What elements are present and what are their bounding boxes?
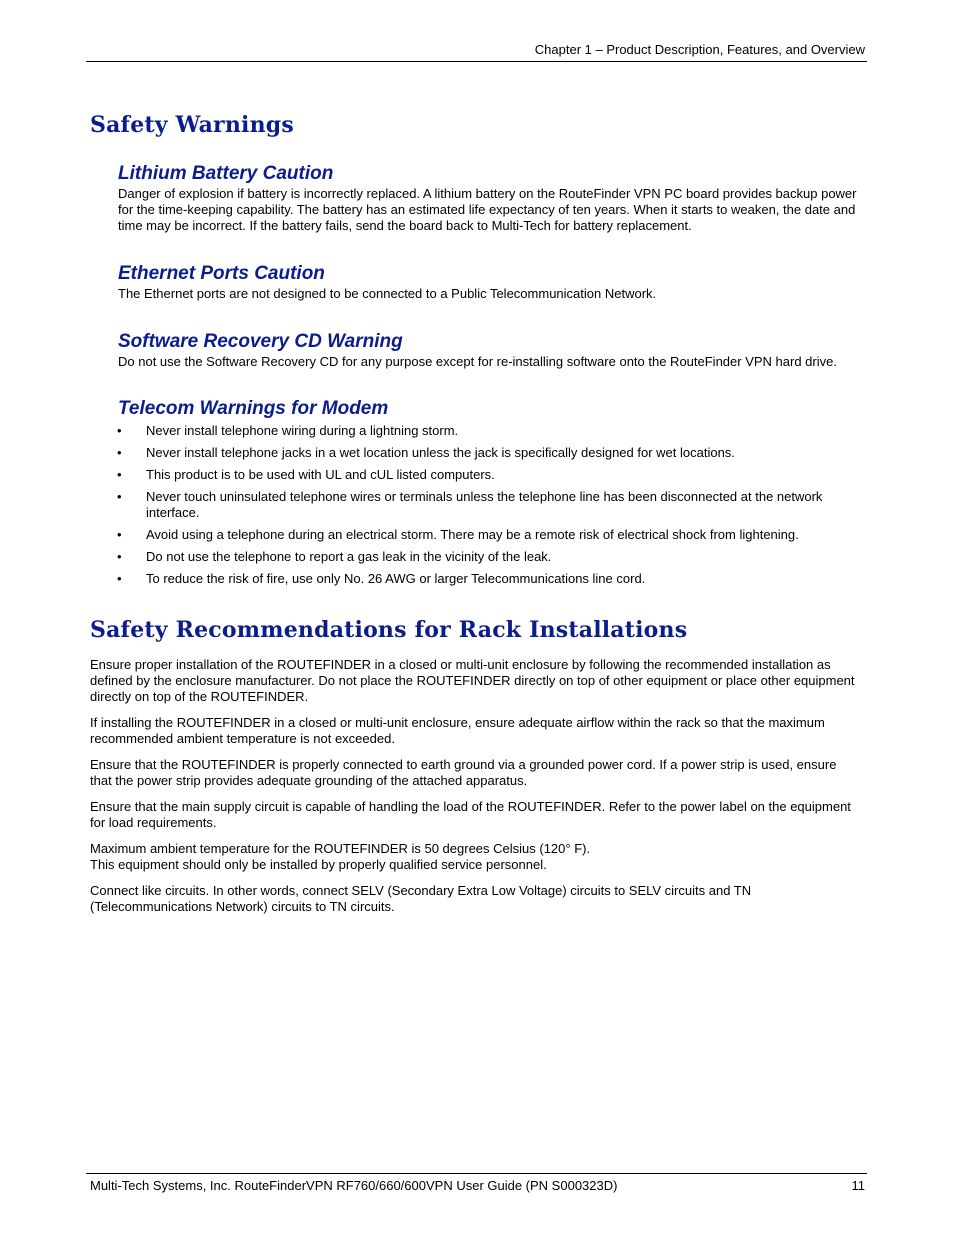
rack-installations-section [90, 657, 860, 915]
list-item [90, 423, 860, 439]
ethernet-ports-section [118, 262, 860, 302]
list-item [90, 489, 860, 521]
list-item-text: Do not use the telephone to report a gas leak in the vicinity of the leak. [146, 549, 552, 564]
list-item [90, 445, 860, 461]
telecom-warnings-list [90, 423, 860, 587]
rack-installations-heading: Safety Recommendations for Rack Installations [90, 617, 688, 643]
safety-warnings-heading: Safety Warnings [90, 112, 294, 138]
list-item [90, 549, 860, 565]
rack-paragraph: Ensure that the ROUTEFINDER is properly connected to earth ground via a grounded power cord. If a power strip is used, ensure that the power strip provides adequate grounding of the attached apparatus. [90, 757, 837, 788]
footer-document-title: Multi-Tech Systems, Inc. RouteFinderVPN RF760/660/600VPN User Guide (PN S000323D) [90, 1178, 618, 1193]
list-item-text: Never touch uninsulated telephone wires or terminals unless the telephone line has been disconnected at the network interface. [146, 489, 823, 520]
telecom-warnings-section [118, 397, 860, 587]
list-item-text: Never install telephone jacks in a wet location unless the jack is specifically designed for wet locations. [146, 445, 735, 460]
list-item-text: Never install telephone wiring during a lightning storm. [146, 423, 459, 438]
rack-paragraph: If installing the ROUTEFINDER in a closed or multi-unit enclosure, ensure adequate airflow within the rack so that the maximum recommended ambient temperature is not exceeded. [90, 715, 825, 746]
bullet-icon: • [117, 467, 122, 482]
software-recovery-body: Do not use the Software Recovery CD for any purpose except for re-installing software onto the RouteFinder VPN hard drive. [118, 354, 837, 369]
list-item-text: To reduce the risk of fire, use only No. 26 AWG or larger Telecommunications line cord. [146, 571, 646, 586]
bullet-icon: • [117, 423, 122, 438]
page-header [86, 0, 867, 62]
lithium-battery-section [118, 162, 860, 234]
bullet-icon: • [117, 445, 122, 460]
rack-temperature-paragraph [90, 841, 860, 873]
rack-paragraph: Ensure proper installation of the ROUTEFINDER in a closed or multi-unit enclosure by following the recommended installation as defined by the enclosure manufacturer. Do not place the ROUTEFINDER directly on top of other equipment or place other equipment directly on top of the ROUTEFINDER. [90, 657, 855, 704]
rack-circuits-paragraph: Connect like circuits. In other words, connect SELV (Secondary Extra Low Voltage) circuits to SELV circuits and TN (Telecommunications Network) circuits to TN circuits. [90, 883, 752, 914]
list-item [90, 571, 860, 587]
rack-personnel-line: This equipment should only be installed by properly qualified service personnel. [90, 857, 547, 872]
telecom-warnings-heading: Telecom Warnings for Modem [118, 398, 389, 419]
bullet-icon: • [117, 571, 122, 586]
list-item [90, 527, 860, 543]
ethernet-ports-heading: Ethernet Ports Caution [118, 263, 325, 284]
software-recovery-section [118, 330, 860, 370]
page-number: 11 [851, 1178, 865, 1193]
list-item-text: This product is to be used with UL and cUL listed computers. [146, 467, 495, 482]
ethernet-ports-body: The Ethernet ports are not designed to be connected to a Public Telecommunication Network. [118, 286, 657, 301]
rack-paragraph: Ensure that the main supply circuit is capable of handling the load of the ROUTEFINDER. Refer to the power label on the equipment for load requirements. [90, 799, 851, 830]
bullet-icon: • [117, 549, 122, 564]
list-item-text: Avoid using a telephone during an electrical storm. There may be a remote risk of electrical shock from lightening. [146, 527, 799, 542]
page-footer [86, 1173, 867, 1193]
bullet-icon: • [117, 527, 122, 542]
lithium-battery-heading: Lithium Battery Caution [118, 163, 334, 184]
page-content [90, 108, 860, 925]
list-item [90, 467, 860, 483]
lithium-battery-body: Danger of explosion if battery is incorrectly replaced. A lithium battery on the RouteFinder VPN PC board provides backup power for the time-keeping capability. The battery has an estimated life expectancy of ten years. When it starts to weaken, the date and time may be incorrect. If the battery fails, send the board back to Multi-Tech for battery replacement. [118, 186, 857, 233]
bullet-icon: • [117, 489, 122, 504]
rack-temperature-line: Maximum ambient temperature for the ROUTEFINDER is 50 degrees Celsius (120° F). [90, 841, 591, 856]
software-recovery-heading: Software Recovery CD Warning [118, 331, 403, 352]
chapter-title: Chapter 1 – Product Description, Features, and Overview [534, 42, 865, 57]
